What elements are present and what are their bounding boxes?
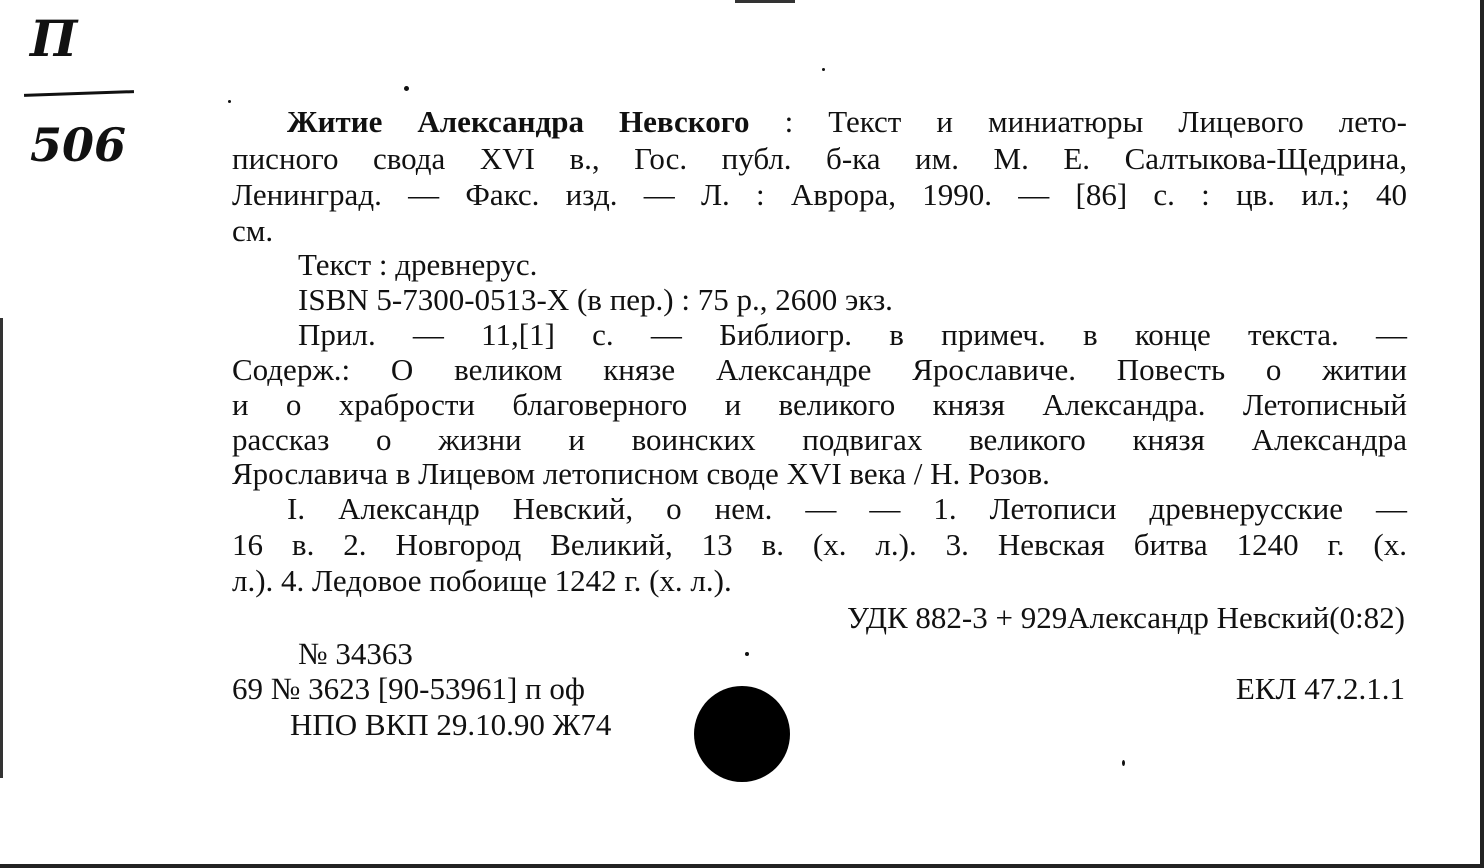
ink-speck	[745, 652, 749, 656]
language-note: Текст : древнерус.	[298, 247, 538, 282]
card-top-edge-mark	[735, 0, 795, 3]
card-bottom-edge	[0, 864, 1484, 868]
isbn-line: ISBN 5-7300-0513-X (в пер.) : 75 р., 2600 экз.	[298, 282, 893, 317]
imprint-line-2: писного свода XVI в., Гос. публ. б-ка им. М. Е. Салтыкова-Щедрина,	[232, 141, 1407, 176]
card-left-edge	[0, 318, 3, 778]
ink-speck	[822, 68, 825, 71]
shelfmark-top: П	[30, 9, 78, 68]
note-line-1: Прил. — 11,[1] с. — Библиогр. в примеч. в конце текста. —	[298, 317, 1407, 352]
imprint-line-4: см.	[232, 213, 274, 248]
ink-speck	[1122, 760, 1125, 766]
ink-blot	[694, 686, 790, 782]
note-line-4: рассказ о жизни и воинских подвигах великого князя Александра	[232, 422, 1407, 457]
ink-speck	[404, 86, 409, 91]
subject-line-2: 16 в. 2. Новгород Великий, 13 в. (х. л.). 3. Невская битва 1240 г. (х.	[232, 527, 1407, 562]
card-right-edge	[1480, 0, 1484, 868]
subject-line-1: I. Александр Невский, о нем. — — 1. Летописи древнерусские —	[287, 491, 1407, 526]
ink-speck	[228, 100, 231, 103]
title-continuation: : Текст и миниатюры Лицевого лето-	[784, 104, 1408, 139]
shelfmark-divider	[24, 90, 134, 97]
note-line-2: Содерж.: О великом князе Александре Ярославиче. Повесть о житии	[232, 352, 1407, 387]
subject-line-3: л.). 4. Ледовое побоище 1242 г. (х. л.).	[232, 563, 732, 598]
note-line-3: и о храбрости благоверного и великого князя Александра. Летописный	[232, 387, 1407, 422]
ekl-code: ЕКЛ 47.2.1.1	[1235, 671, 1405, 706]
order-number: 69 № 3623 [90-53961] п оф	[232, 671, 585, 706]
udk-code: УДК 882-3 + 929Александр Невский(0:82)	[847, 600, 1405, 635]
npo-vkp-line: НПО ВКП 29.10.90 Ж74	[290, 707, 612, 742]
shelfmark-bottom: 506	[30, 118, 127, 172]
card-number: № 34363	[298, 636, 413, 671]
title-line	[287, 105, 1407, 139]
book-title: Житие Александра Невского	[287, 104, 750, 139]
imprint-line-3: Ленинград. — Факс. изд. — Л. : Аврора, 1990. — [86] с. : цв. ил.; 40	[232, 177, 1407, 212]
note-line-5: Ярославича в Лицевом летописном своде XVI века / Н. Розов.	[232, 456, 1050, 491]
